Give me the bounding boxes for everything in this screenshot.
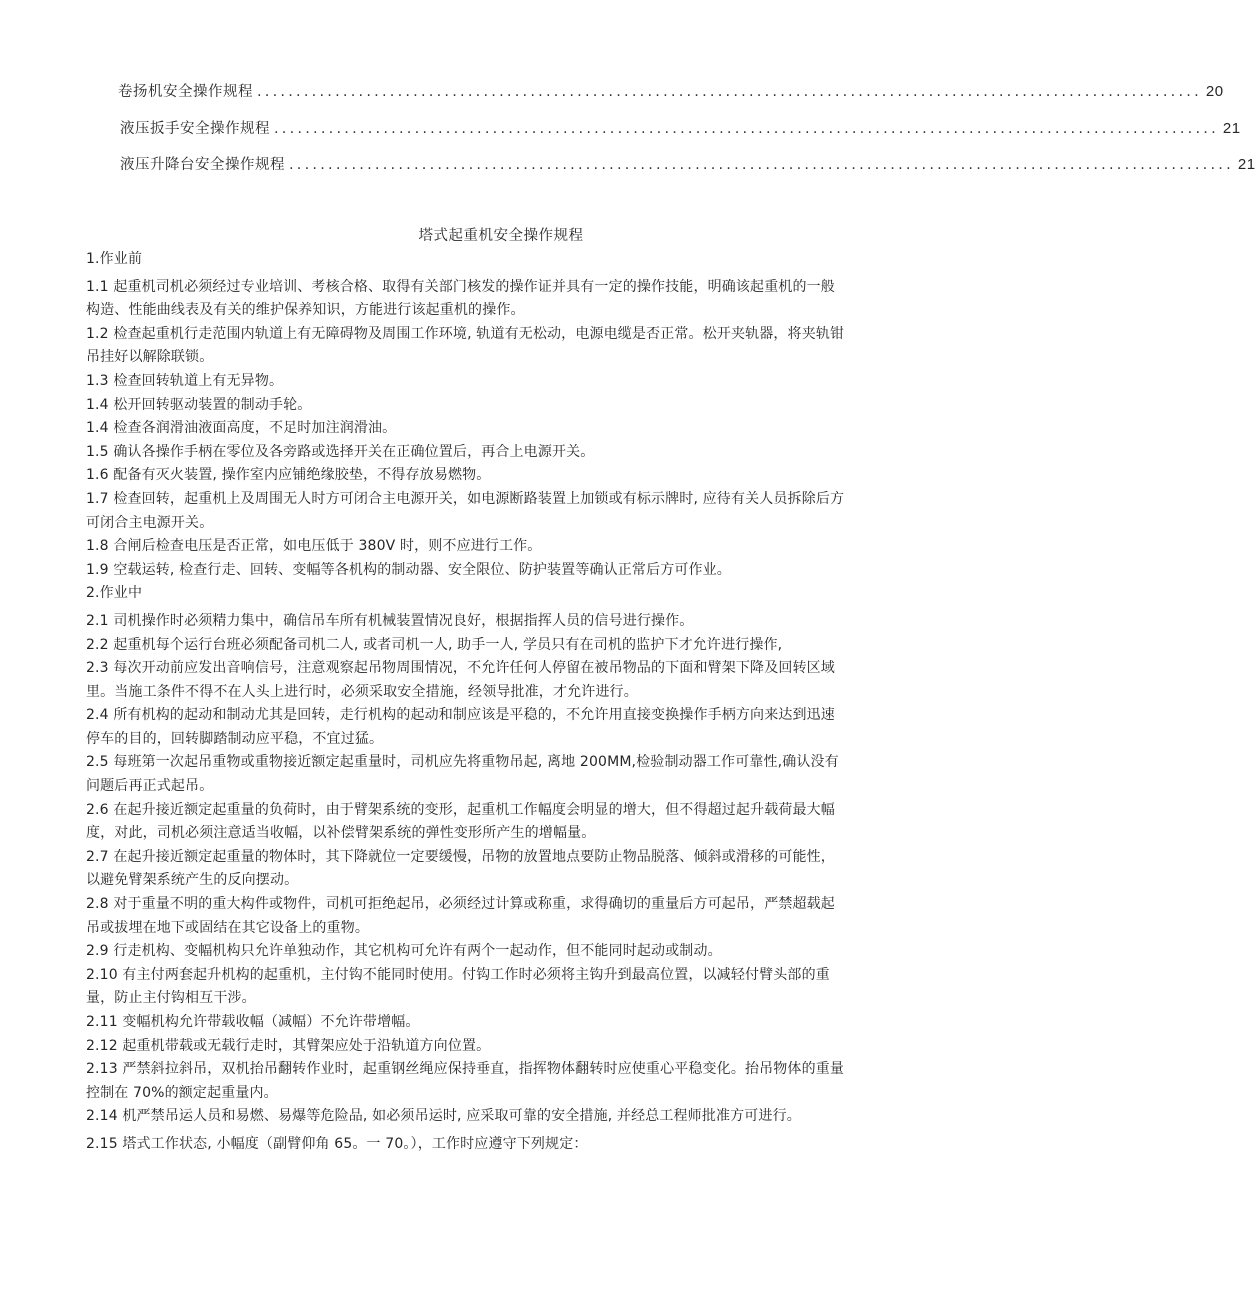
paragraph: 2.9 行走机构、变幅机构只允许单独动作，其它机构可允许有两个一起动作，但不能同时起动或制动。	[86, 943, 722, 960]
paragraph: 2.15 塔式工作状态, 小幅度（副臂仰角 65。一 70。），工作时应遵守下列规定：	[86, 1135, 588, 1152]
paragraph: 2.13 严禁斜拉斜吊，双机抬吊翻转作业时，起重钢丝绳应保持垂直，指挥物体翻转时应使重心平稳变化。抬吊物体的重量控制在 70%的额定起重量内。	[86, 1061, 845, 1101]
paragraph: 2.4 所有机构的起动和制动尤其是回转，走行机构的起动和制应该是平稳的，不允许用直接变换操作手柄方向来达到迅速停车的目的，回转脚踏制动应平稳，不宜过猛。	[86, 707, 835, 747]
toc-entry-label: 液压升降台安全操作规程	[120, 157, 285, 173]
paragraph: 1.8 合闸后检查电压是否正常，如电压低于 380V 时，则不应进行工作。	[86, 538, 542, 555]
paragraph: 1.9 空载运转, 检查行走、回转、变幅等各机构的制动器、安全限位、防护装置等确认正常后方可作业。	[86, 561, 731, 578]
toc-entry-page: 21	[1222, 120, 1241, 137]
paragraph: 1.1 起重机司机必须经过专业培训、考核合格、取得有关部门核发的操作证并具有一定的操作技能，明确该起重机的一般构造、性能曲线表及有关的维护保养知识，方能进行该起重机的操作。	[86, 278, 835, 319]
paragraph: 2.3 每次开动前应发出音响信号，注意观察起吊物周围情况，不允许任何人停留在被吊物品的下面和臂架下降及回转区域里。当施工条件不得不在人头上进行时，必须采取安全措施，经领导批准，才允许进行。	[86, 660, 835, 700]
document-title: 塔式起重机安全操作规程	[418, 228, 584, 244]
paragraph: 1.6 配备有灭火装置, 操作室内应铺绝缘胶垫，不得存放易燃物。	[86, 467, 491, 484]
paragraph: 2.14 机严禁吊运人员和易燃、易爆等危险品, 如必须吊运时, 应采取可靠的安全措施, 并经总工程师批准方可进行。	[86, 1108, 801, 1125]
toc-entry-page: 20	[1205, 83, 1224, 100]
toc-leader-dots: .........................................................................................................................	[289, 157, 1234, 173]
paragraph: 2.10 有主付两套起升机构的起重机，主付钩不能同时使用。付钩工作时必须将主钩升到最高位置，以减轻付臂头部的重量，防止主付钩相互干涉。	[86, 966, 830, 1007]
toc-leader-dots: .........................................................................................................................	[257, 84, 1202, 100]
paragraph: 2.8 对于重量不明的重大构件或物件，司机可拒绝起吊，必须经过计算或称重，求得确切的重量后方可起吊，严禁超载起吊或拔埋在地下或固结在其它设备上的重物。	[86, 896, 835, 936]
paragraph: 2.11 变幅机构允许带载收幅（减幅）不允许带增幅。	[86, 1014, 420, 1030]
paragraph: 2.7 在起升接近额定起重量的物体时，其下降就位一定要缓慢，吊物的放置地点要防止物品脱落、倾斜或滑移的可能性，以避免臂架系统产生的反向摆动。	[86, 848, 835, 889]
toc-entry-label: 液压扳手安全操作规程	[120, 121, 270, 137]
toc-entry-page: 21	[1237, 156, 1256, 173]
paragraph: 2.2 起重机每个运行台班必须配备司机二人, 或者司机一人, 助手一人, 学员只有在司机的监护下才允许进行操作,	[86, 636, 783, 653]
paragraph: 2.5 每班第一次起吊重物或重物接近额定起重量时，司机应先将重物吊起, 离地 200MM,检验制动器工作可靠性,确认没有问题后再正式起吊。	[86, 754, 839, 795]
paragraph: 1.7 检查回转，起重机上及周围无人时方可闭合主电源开关，如电源断路装置上加锁或有标示牌时, 应待有关人员拆除后方可闭合主电源开关。	[86, 490, 845, 531]
paragraph: 1.4 检查各润滑油液面高度，不足时加注润滑油。	[86, 420, 397, 437]
toc-entry[interactable]	[120, 153, 1256, 174]
toc-entry-label: 卷扬机安全操作规程	[118, 84, 253, 100]
paragraph: 2.1 司机操作时必须精力集中，确信吊车所有机械装置情况良好，根据指挥人员的信号进行操作。	[86, 612, 694, 629]
section-heading: 2.作业中	[86, 585, 143, 602]
toc-entry[interactable]	[120, 117, 1241, 138]
document-body	[86, 248, 846, 1157]
paragraph: 1.2 检查起重机行走范围内轨道上有无障碍物及周围工作环境, 轨道有无松动，电源电缆是否正常。松开夹轨器，将夹轨钳吊挂好以解除联锁。	[86, 325, 845, 366]
paragraph: 1.3 检查回转轨道上有无异物。	[86, 372, 284, 389]
paragraph: 1.5 确认各操作手柄在零位及各旁路或选择开关在正确位置后，再合上电源开关。	[86, 443, 595, 460]
paragraph: 1.4 松开回转驱动装置的制动手轮。	[86, 396, 312, 413]
paragraph: 2.6 在起升接近额定起重量的负荷时，由于臂架系统的变形，起重机工作幅度会明显的增大，但不得超过起升载荷最大幅度，对此，司机必须注意适当收幅，以补偿臂架系统的弹性变形所产生的增幅量。	[86, 801, 835, 842]
toc-leader-dots: .........................................................................................................................	[274, 121, 1219, 137]
section-heading: 1.作业前	[86, 251, 143, 267]
paragraph: 2.12 起重机带载或无载行走时，其臂架应处于沿轨道方向位置。	[86, 1037, 491, 1054]
toc-entry[interactable]	[118, 80, 1224, 101]
